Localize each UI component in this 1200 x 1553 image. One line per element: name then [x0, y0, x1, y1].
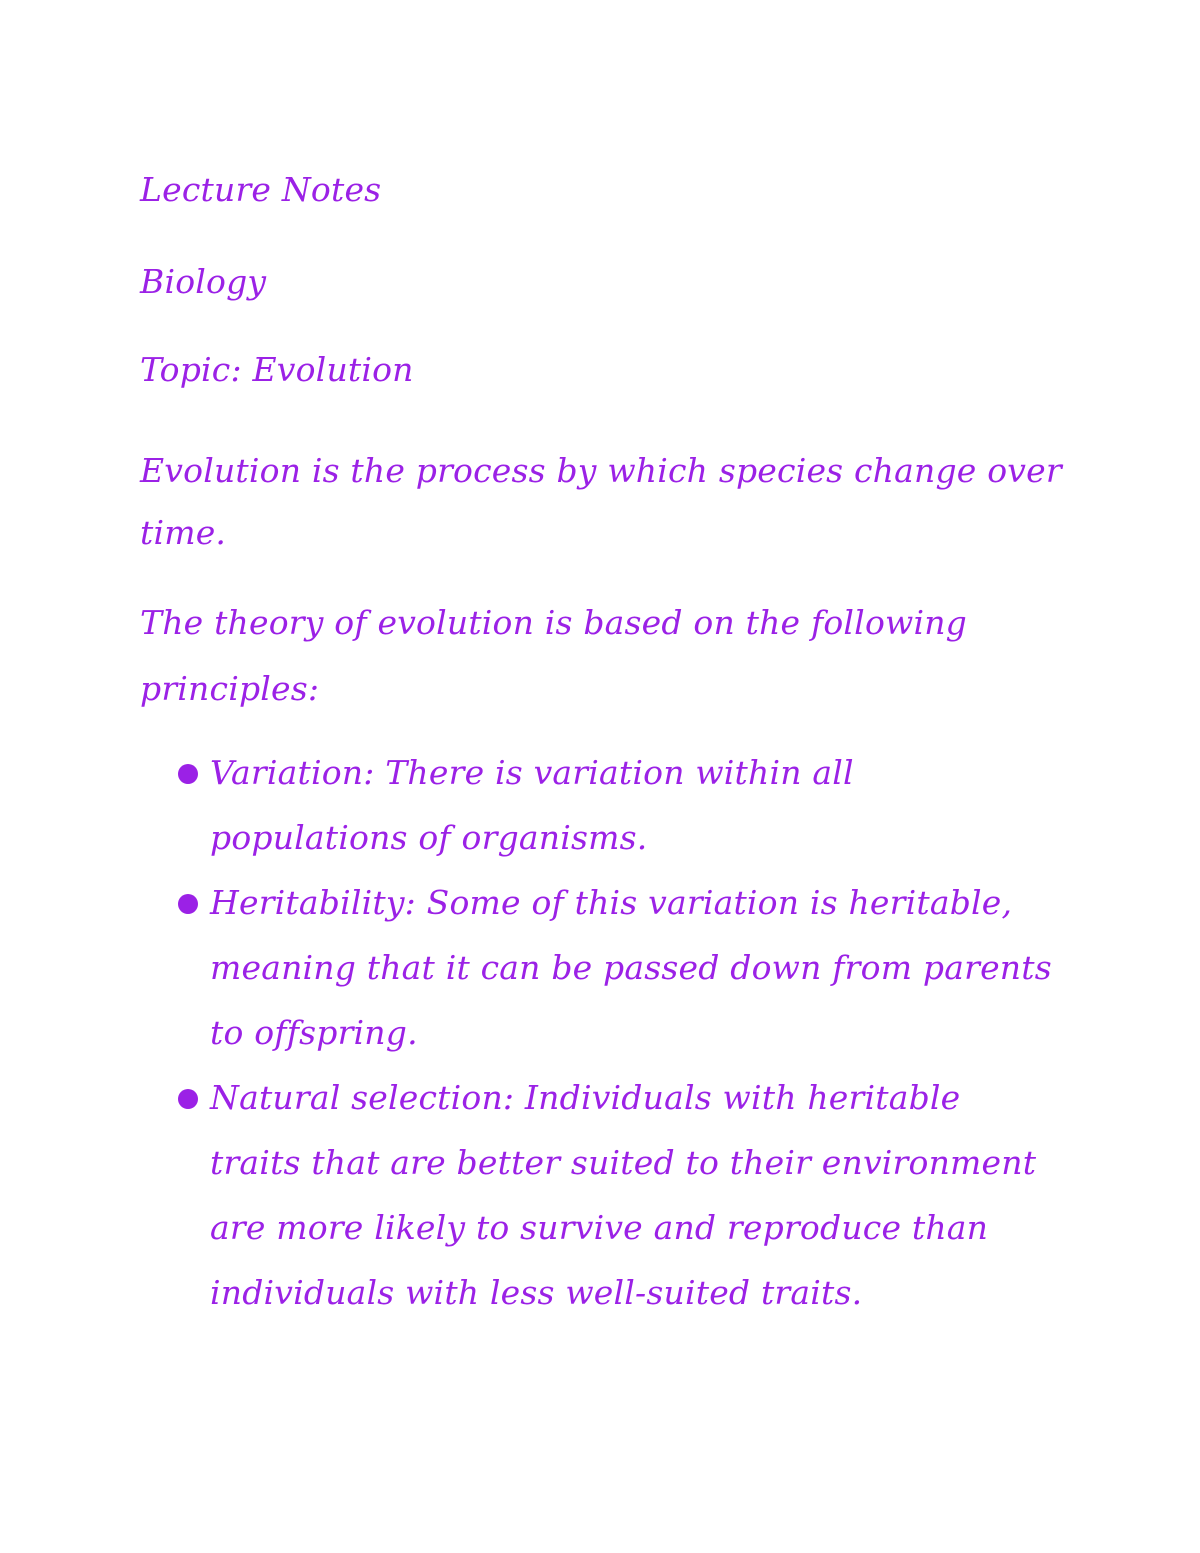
list-item-line: Heritability: Some of this variation is heritable,	[210, 883, 1013, 922]
list-item-line: Natural selection: Individuals with heritable	[210, 1078, 961, 1117]
intro-line: Evolution is the process by which species change over	[140, 451, 1062, 490]
subject-heading: Biology	[140, 262, 267, 301]
principles-line: principles:	[140, 669, 320, 708]
list-item-line: individuals with less well-suited traits.	[210, 1273, 863, 1312]
principles-line: The theory of evolution is based on the following	[140, 603, 967, 642]
list-item-line: populations of organisms.	[210, 818, 648, 857]
list-item-variation	[178, 740, 1052, 870]
bullet-dot-icon	[178, 764, 198, 784]
list-item-line: to offspring.	[210, 1013, 418, 1052]
document-title: Lecture Notes	[140, 170, 382, 209]
list-item-natural-selection	[178, 1065, 1052, 1325]
principles-list	[178, 740, 1052, 1325]
list-item-line: are more likely to survive and reproduce than	[210, 1208, 989, 1247]
list-item-line: traits that are better suited to their environment	[210, 1143, 1037, 1182]
principles-paragraph	[140, 590, 967, 722]
intro-paragraph	[140, 440, 1062, 564]
bullet-dot-icon	[178, 1089, 198, 1109]
list-item-heritability	[178, 870, 1052, 1065]
list-item-line: meaning that it can be passed down from parents	[210, 948, 1052, 987]
topic-heading: Topic: Evolution	[140, 350, 414, 389]
list-item-line: Variation: There is variation within all	[210, 753, 854, 792]
intro-line: time.	[140, 513, 227, 552]
bullet-dot-icon	[178, 894, 198, 914]
